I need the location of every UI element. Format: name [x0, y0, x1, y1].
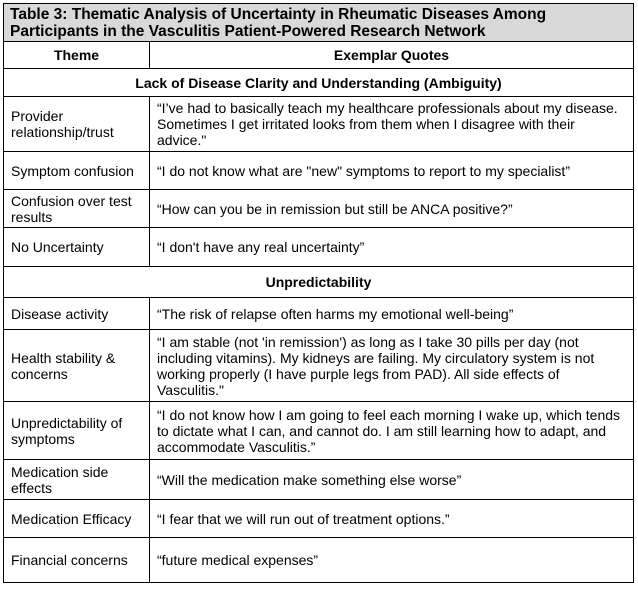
theme-cell: Symptom confusion: [4, 152, 150, 190]
theme-cell: Health stability & concerns: [4, 330, 150, 402]
theme-cell: Medication side effects: [4, 460, 150, 500]
table-title: Table 3: Thematic Analysis of Uncertainty in Rheumatic Diseases Among Participants in the Vasculitis Patient-Powered Research Network: [4, 4, 634, 42]
table-row: [4, 228, 634, 267]
section-heading: Lack of Disease Clarity and Understanding (Ambiguity): [4, 69, 634, 97]
quote-cell: “Will the medication make something else worse”: [150, 460, 634, 500]
header-theme: Theme: [4, 42, 150, 69]
theme-cell: Unpredictability of symptoms: [4, 402, 150, 460]
thematic-analysis-table: [3, 3, 634, 583]
table-row: [4, 402, 634, 460]
quote-cell: “The risk of relapse often harms my emotional well-being”: [150, 298, 634, 330]
table-row: [4, 298, 634, 330]
section-heading: Unpredictability: [4, 267, 634, 298]
table-row: [4, 460, 634, 500]
theme-cell: Financial concerns: [4, 538, 150, 583]
table-row: [4, 538, 634, 583]
quote-cell: “I do not know how I am going to feel each morning I wake up, which tends to dictate what I can, and cannot do. I am still learning how to adapt, and accommodate Vasculitis.”: [150, 402, 634, 460]
theme-cell: Provider relationship/trust: [4, 97, 150, 152]
table-row: [4, 500, 634, 538]
quote-cell: “I don't have any real uncertainty”: [150, 228, 634, 267]
quote-cell: “future medical expenses”: [150, 538, 634, 583]
theme-cell: Disease activity: [4, 298, 150, 330]
theme-cell: No Uncertainty: [4, 228, 150, 267]
quote-cell: “I am stable (not 'in remission') as long as I take 30 pills per day (not including vitamins). My kidneys are failing. My circulatory system is not working properly (I have purple legs from PAD). All side effects of Vasculitis.": [150, 330, 634, 402]
table-row: [4, 152, 634, 190]
quote-cell: “I’ve had to basically teach my healthcare professionals about my disease. Sometimes I get irritated looks from them when I disagree with their advice.": [150, 97, 634, 152]
theme-cell: Confusion over test results: [4, 190, 150, 228]
header-quotes: Exemplar Quotes: [150, 42, 634, 69]
table-row: [4, 330, 634, 402]
quote-cell: “I fear that we will run out of treatment options.”: [150, 500, 634, 538]
quote-cell: “I do not know what are "new" symptoms to report to my specialist”: [150, 152, 634, 190]
table-row: [4, 190, 634, 228]
table-row: [4, 97, 634, 152]
quote-cell: “How can you be in remission but still be ANCA positive?”: [150, 190, 634, 228]
theme-cell: Medication Efficacy: [4, 500, 150, 538]
